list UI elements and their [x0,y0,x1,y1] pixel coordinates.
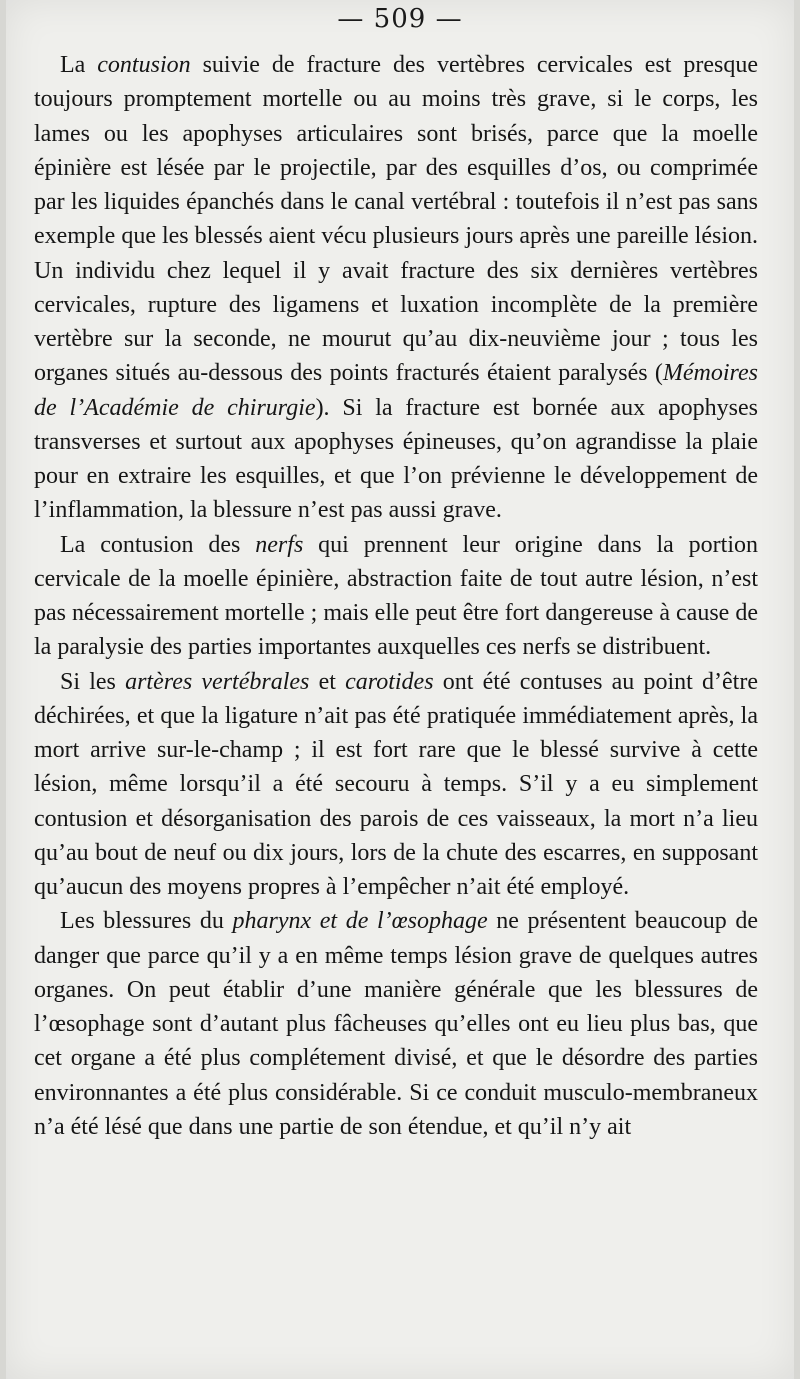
text-segment: ont été contuses au point d’être déchirées, et que la ligature n’ait pas été pratiquée immédiatement après, la mort arrive sur-le-champ ; il est fort rare que le blessé survive à cette lésion, même lorsqu’il a été secouru à temps. S’il y a eu simplement contusion et désorganisation des parois de ces vaisseaux, la mort n’a lieu qu’au bout de neuf ou dix jours, lors de la chute des escarres, en supposant qu’aucun des moyens propres à l’empêcher n’ait été employé. [34,668,758,900]
paragraph-nerves [34,528,758,665]
page-number: — 509 — [337,4,463,34]
italic-term-pharynx: pharynx et de l’œsophage [232,908,488,935]
paragraph-pharynx [34,904,758,1144]
body-text [34,48,758,1144]
paragraph-arteries [34,665,758,905]
text-segment: qui prennent leur origine dans la portion cervicale de la moelle épinière, abstraction faite de tout autre lésion, n’est pas nécessairement mortelle ; mais elle peut être fort dangereuse à cause de la paralysie des parties importantes auxquelles ces nerfs se distribuent. [34,531,758,661]
text-segment: Les blessures du [60,908,233,935]
text-segment: ). Si la fracture est bornée aux apophyses transverses et surtout aux apophyses épineuses, qu’on agrandisse la plaie pour en extraire les esquilles, et que l’on prévienne le développement de l’inflammation, la blessure n’est pas aussi grave. [34,394,759,524]
text-segment: La contusion des [60,531,256,558]
text-segment: La [60,52,98,78]
italic-term-contusion: contusion [97,52,191,78]
paragraph-cervical-fracture [34,48,758,528]
italic-term-arteres: artères vertébrales [125,668,310,695]
book-page [6,0,794,1379]
text-segment: suivie de fracture des vertèbres cervicales est presque toujours promptement mortelle ou au moins très grave, si le corps, les lames ou les apophyses articulaires sont brisés, parce que la moelle épinière est lésée par le projectile, par des esquilles d’os, ou comprimée par les liquides épanchés dans le canal vertébral : toutefois il n’est pas sans exemple que les blessés aient vécu plusieurs jours après une pareille lésion. Un individu chez lequel il y avait fracture des six dernières vertèbres cervicales, rupture des ligamens et luxation incomplète de la première vertèbre sur la seconde, ne mourut qu’au dix-neuvième jour ; tous les organes situés au-dessous des points fracturés étaient paralysés ( [34,52,759,387]
italic-term-nerfs: nerfs [255,531,304,558]
text-segment: et [309,668,346,695]
text-segment: ne présentent beaucoup de danger que parce qu’il y a en même temps lésion grave de quelques autres organes. On peut établir d’une manière générale que les blessures de l’œsophage sont d’autant plus fâcheuses qu’elles ont eu lieu plus bas, que cet organe a été plus complétement divisé, et que le désordre des parties environnantes a été plus considérable. Si ce conduit musculo-membraneux n’a été lésé que dans une partie de son étendue, et qu’il n’y ait [34,908,759,1140]
italic-term-carotides: carotides [345,668,434,695]
text-segment: Si les [60,668,126,695]
italic-citation: Mémoires de l’Académie de chirurgie [34,360,758,421]
